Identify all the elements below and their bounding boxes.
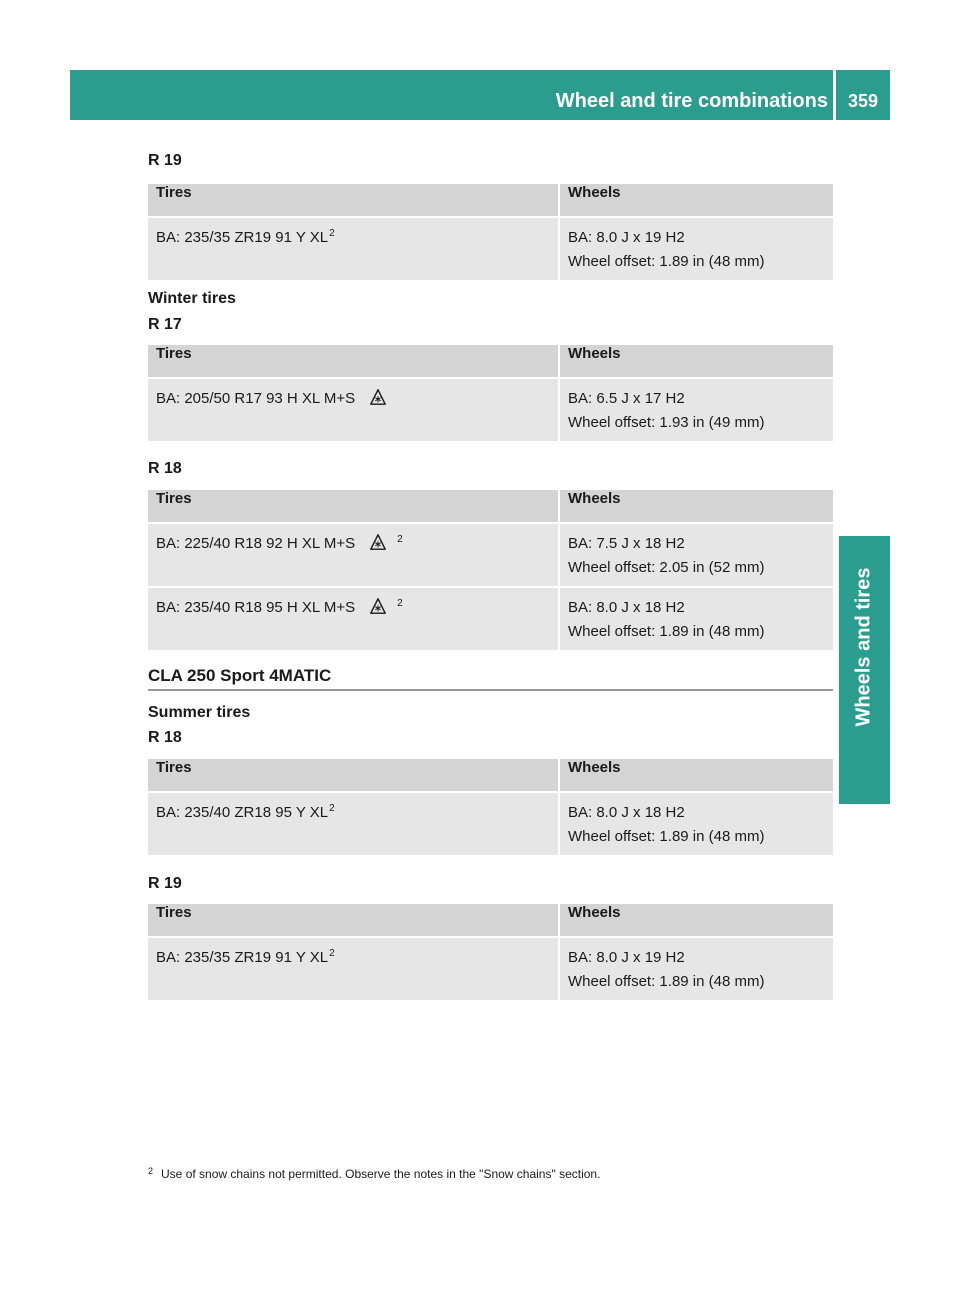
rim-size-label: R 19 xyxy=(148,875,182,892)
wheel-offset: Wheel offset: 2.05 in (52 mm) xyxy=(568,559,765,576)
rim-size-label: R 17 xyxy=(148,316,182,333)
wheels-column-header: Wheels xyxy=(560,490,833,524)
footnote-number: 2 xyxy=(148,1166,154,1176)
footnote xyxy=(148,1166,600,1181)
tire-wheel-table xyxy=(148,345,833,443)
tires-column-header: Tires xyxy=(148,904,560,938)
wheel-offset: Wheel offset: 1.89 in (48 mm) xyxy=(568,623,765,640)
wheel-spec: BA: 8.0 J x 19 H2 xyxy=(568,949,685,966)
wheel-spec: BA: 8.0 J x 19 H2 xyxy=(568,229,685,246)
footnote-text: Use of snow chains not permitted. Observe the notes in the "Snow chains" section. xyxy=(161,1167,601,1181)
tire-category-label: Winter tires xyxy=(148,290,236,307)
wheel-spec: BA: 6.5 J x 17 H2 xyxy=(568,390,685,407)
tire-wheel-table xyxy=(148,904,833,1002)
table-row xyxy=(148,218,833,282)
tire-spec-cell xyxy=(148,218,560,282)
tire-wheel-table xyxy=(148,759,833,857)
chapter-side-tab-block xyxy=(839,752,890,804)
footnote-ref: 2 xyxy=(397,598,403,609)
footnote-ref: 2 xyxy=(397,534,403,545)
wheel-offset: Wheel offset: 1.93 in (49 mm) xyxy=(568,414,765,431)
header-bar xyxy=(70,70,890,120)
wheel-offset: Wheel offset: 1.89 in (48 mm) xyxy=(568,973,765,990)
wheel-spec-cell xyxy=(560,588,833,652)
page-number: 359 xyxy=(847,91,879,111)
footnote-ref: 2 xyxy=(329,803,335,814)
wheel-offset: Wheel offset: 1.89 in (48 mm) xyxy=(568,253,765,270)
mountain-snowflake-icon xyxy=(369,533,387,551)
wheels-column-header: Wheels xyxy=(560,759,833,793)
footnote-ref: 2 xyxy=(329,948,335,959)
mountain-snowflake-icon xyxy=(369,597,387,615)
chapter-side-tab-label: Wheels and tires xyxy=(852,567,875,727)
wheel-spec: BA: 8.0 J x 18 H2 xyxy=(568,804,685,821)
tire-spec: BA: 235/40 ZR18 95 Y XL xyxy=(156,804,329,821)
tire-wheel-table xyxy=(148,184,833,282)
heading-divider xyxy=(148,689,833,691)
wheel-spec-cell xyxy=(560,524,833,588)
tire-spec: BA: 235/35 ZR19 91 Y XL xyxy=(156,949,329,966)
rim-size-label: R 19 xyxy=(148,152,182,169)
tire-spec: BA: 205/50 R17 93 H XL M+S xyxy=(156,390,356,407)
chapter-side-tab[interactable] xyxy=(839,536,890,758)
tire-spec-cell xyxy=(148,938,560,1002)
wheel-spec-cell xyxy=(560,793,833,857)
tires-column-header: Tires xyxy=(148,759,560,793)
tire-wheel-table xyxy=(148,490,833,652)
tire-category-label: Summer tires xyxy=(148,704,251,721)
wheels-column-header: Wheels xyxy=(560,345,833,379)
tire-spec-cell xyxy=(148,588,560,652)
wheel-spec: BA: 8.0 J x 18 H2 xyxy=(568,599,685,616)
table-row xyxy=(148,938,833,1002)
mountain-snowflake-icon xyxy=(369,388,387,406)
table-row xyxy=(148,588,833,652)
tire-spec: BA: 235/40 R18 95 H XL M+S xyxy=(156,599,356,616)
tires-column-header: Tires xyxy=(148,345,560,379)
table-row xyxy=(148,793,833,857)
tire-spec: BA: 225/40 R18 92 H XL M+S xyxy=(156,535,356,552)
wheel-spec-cell xyxy=(560,938,833,1002)
tires-column-header: Tires xyxy=(148,490,560,524)
rim-size-label: R 18 xyxy=(148,460,182,477)
model-heading: CLA 250 Sport 4MATIC xyxy=(148,666,332,685)
wheels-column-header: Wheels xyxy=(560,904,833,938)
wheel-spec-cell xyxy=(560,379,833,443)
tire-spec: BA: 235/35 ZR19 91 Y XL xyxy=(156,229,329,246)
table-row xyxy=(148,524,833,588)
wheel-spec-cell xyxy=(560,218,833,282)
tire-spec-cell xyxy=(148,524,560,588)
tire-spec-cell xyxy=(148,379,560,443)
footnote-ref: 2 xyxy=(329,228,335,239)
wheels-column-header: Wheels xyxy=(560,184,833,218)
tires-column-header: Tires xyxy=(148,184,560,218)
page-header-title: Wheel and tire combinations xyxy=(555,90,828,112)
wheel-offset: Wheel offset: 1.89 in (48 mm) xyxy=(568,828,765,845)
tire-spec-cell xyxy=(148,793,560,857)
table-row xyxy=(148,379,833,443)
rim-size-label: R 18 xyxy=(148,729,182,746)
wheel-spec: BA: 7.5 J x 18 H2 xyxy=(568,535,685,552)
